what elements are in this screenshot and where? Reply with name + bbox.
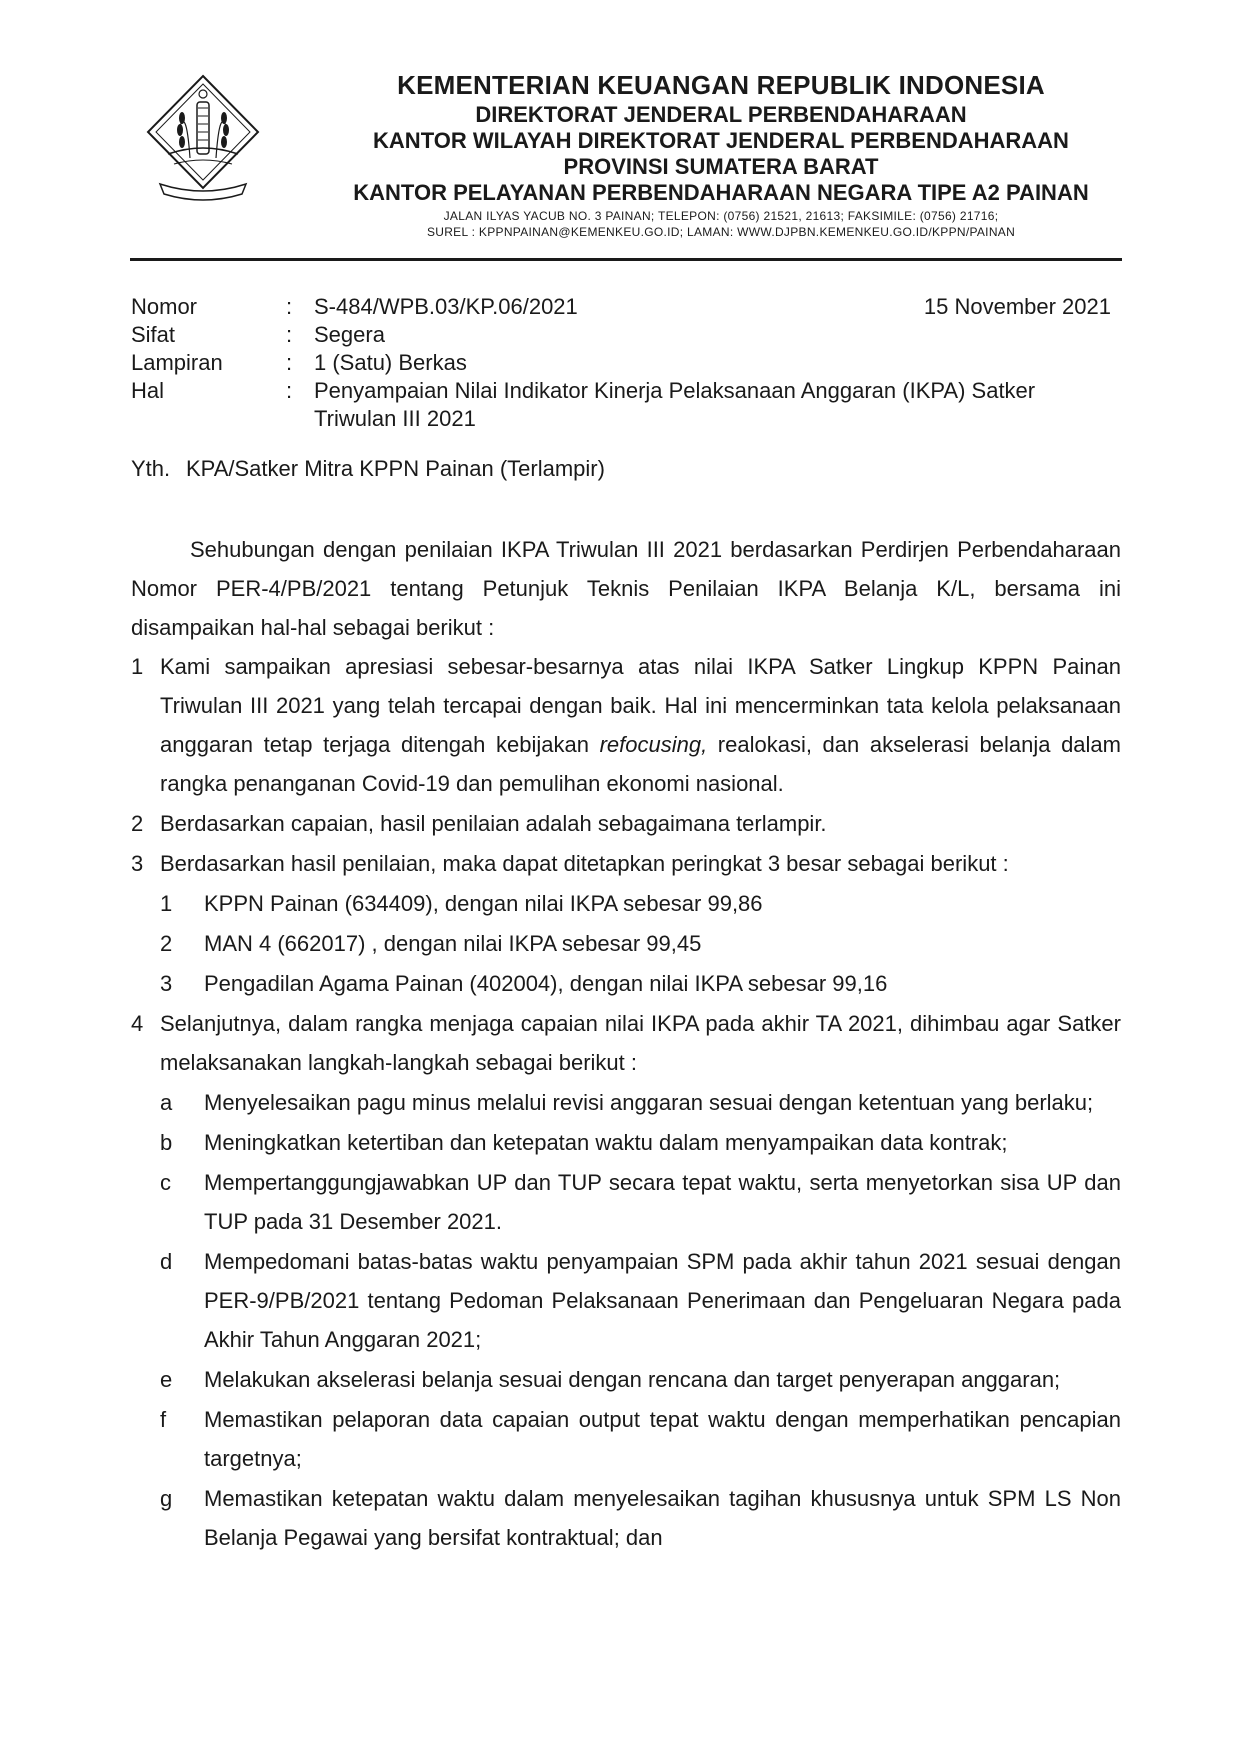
- letter-date: 15 November 2021: [923, 294, 1111, 319]
- step-letter: d: [160, 1249, 173, 1274]
- step-item-c: [131, 1163, 1121, 1241]
- office-name: KANTOR PELAYANAN PERBENDAHARAAN NEGARA TIPE A2 PAINAN: [353, 180, 1089, 205]
- addressee: [131, 455, 605, 483]
- lampiran-value: 1 (Satu) Berkas: [314, 350, 467, 375]
- item-text: Berdasarkan hasil penilaian, maka dapat ditetapkan peringkat 3 besar sebagai berikut :: [160, 851, 1009, 876]
- step-letter: b: [160, 1130, 173, 1155]
- item-number: 1: [131, 654, 144, 679]
- list-item-3: [131, 844, 1121, 883]
- step-text: Memastikan ketepatan waktu dalam menyelesaikan tagihan khususnya untuk SPM LS Non Belanja Pegawai yang bersifat kontraktual; dan: [204, 1486, 1121, 1550]
- nomor-label: Nomor: [131, 294, 198, 319]
- nomor-value: S-484/WPB.03/KP.06/2021: [314, 294, 578, 319]
- rank-item-2: [131, 924, 1121, 963]
- meta-row-nomor: [131, 293, 1111, 321]
- province-name: PROVINSI SUMATERA BARAT: [563, 154, 879, 179]
- step-item-g: [131, 1479, 1121, 1557]
- step-text: Melakukan akselerasi belanja sesuai dengan rencana dan target penyerapan anggaran;: [204, 1367, 1061, 1392]
- item-number: 2: [131, 811, 144, 836]
- item-number: 4: [131, 1011, 144, 1036]
- step-letter: c: [160, 1170, 171, 1195]
- step-letter: g: [160, 1486, 173, 1511]
- step-text: Memastikan pelaporan data capaian output tepat waktu dengan memperhatikan pencapian targetnya;: [204, 1407, 1121, 1471]
- letter-meta: [131, 293, 1111, 433]
- meta-row-hal: [131, 377, 1111, 433]
- step-text: Mempedomani batas-batas waktu penyampaian SPM pada akhir tahun 2021 sesuai dengan PER-9/PB/2021 tentang Pedoman Pelaksanaan Penerimaan dan Pengeluaran Negara pada Akhir Tahun Anggaran 2021;: [204, 1249, 1121, 1352]
- item-text: Selanjutnya, dalam rangka menjaga capaian nilai IKPA pada akhir TA 2021, dihimbau agar Satker melaksanakan langkah-langkah sebagai berikut :: [160, 1011, 1121, 1075]
- step-item-b: [131, 1123, 1121, 1162]
- step-letter: e: [160, 1367, 173, 1392]
- rank-number: 2: [160, 931, 173, 956]
- intro-paragraph: Sehubungan dengan penilaian IKPA Triwulan III 2021 berdasarkan Perdirjen Perbendaharaan Nomor PER-4/PB/2021 tentang Petunjuk Teknis Penilaian IKPA Belanja K/L, bersama ini disampaikan hal-hal sebagai berikut :: [131, 537, 1121, 640]
- step-text: Mempertanggungjawabkan UP dan TUP secara tepat waktu, serta menyetorkan sisa UP dan TUP pada 31 Desember 2021.: [204, 1170, 1121, 1234]
- item-italic-term: refocusing,: [599, 732, 708, 757]
- office-contact: SUREL : KPPNPAINAN@KEMENKEU.GO.ID; LAMAN: WWW.DJPBN.KEMENKEU.GO.ID/KPPN/PAINAN: [426, 225, 1016, 239]
- colon: :: [286, 294, 293, 319]
- addressee-prefix: Yth.: [131, 456, 171, 481]
- list-item-4: [131, 1004, 1121, 1082]
- office-address: JALAN ILYAS YACUB NO. 3 PAINAN; TELEPON: (0756) 21521, 21613; FAKSIMILE: (0756) 21716;: [443, 209, 999, 223]
- step-letter: f: [160, 1407, 167, 1432]
- letterhead: [300, 68, 1142, 240]
- colon: :: [286, 378, 293, 403]
- letterhead-divider: [130, 258, 1122, 261]
- rank-item-1: [131, 884, 1121, 923]
- sifat-label: Sifat: [131, 322, 176, 347]
- letter-body: [131, 530, 1121, 1558]
- step-letter: a: [160, 1090, 173, 1115]
- step-item-e: [131, 1360, 1121, 1399]
- step-text: Menyelesaikan pagu minus melalui revisi anggaran sesuai dengan ketentuan yang berlaku;: [204, 1090, 1094, 1115]
- directorate-name: DIREKTORAT JENDERAL PERBENDAHARAAN: [475, 102, 967, 127]
- step-item-d: [131, 1242, 1121, 1359]
- item-number: 3: [131, 851, 144, 876]
- addressee-name: KPA/Satker Mitra KPPN Painan (Terlampir): [186, 456, 605, 481]
- item-text: Kami sampaikan apresiasi sebesar-besarnya atas nilai IKPA Satker Lingkup KPPN Painan Triwulan III 2021 yang telah tercapai dengan baik. Hal ini mencerminkan tata kelola pelaksanaan anggaran tetap terjaga ditengah kebijakan: [160, 654, 1121, 757]
- colon: :: [286, 350, 293, 375]
- meta-row-sifat: [131, 321, 1111, 349]
- step-item-f: [131, 1400, 1121, 1478]
- list-item-1: [131, 647, 1121, 803]
- sifat-value: Segera: [314, 322, 385, 347]
- item-text: Berdasarkan capaian, hasil penilaian adalah sebagaimana terlampir.: [160, 811, 827, 836]
- step-text: Meningkatkan ketertiban dan ketepatan waktu dalam menyampaikan data kontrak;: [204, 1130, 1008, 1155]
- rank-item-3: [131, 964, 1121, 1003]
- ministry-name: KEMENTERIAN KEUANGAN REPUBLIK INDONESIA: [397, 70, 1045, 100]
- list-item-2: [131, 804, 1121, 843]
- rank-text: Pengadilan Agama Painan (402004), dengan nilai IKPA sebesar 99,16: [204, 971, 888, 996]
- rank-number: 3: [160, 971, 173, 996]
- lampiran-label: Lampiran: [131, 350, 223, 375]
- item-text-end: realokasi, dan akselerasi belanja dalam rangka penanganan Covid-19 dan pemulihan ekonomi nasional.: [160, 732, 1121, 796]
- rank-text: KPPN Painan (634409), dengan nilai IKPA sebesar 99,86: [204, 891, 763, 916]
- hal-value: Penyampaian Nilai Indikator Kinerja Pelaksanaan Anggaran (IKPA) Satker Triwulan III 2021: [314, 378, 1036, 431]
- step-item-a: [131, 1083, 1121, 1122]
- colon: :: [286, 322, 293, 347]
- rank-number: 1: [160, 891, 173, 916]
- regional-office-name: KANTOR WILAYAH DIREKTORAT JENDERAL PERBENDAHARAAN: [373, 128, 1069, 153]
- ministry-emblem-icon: [138, 72, 268, 210]
- rank-text: MAN 4 (662017) , dengan nilai IKPA sebesar 99,45: [204, 931, 702, 956]
- hal-label: Hal: [131, 378, 165, 403]
- meta-row-lampiran: [131, 349, 1111, 377]
